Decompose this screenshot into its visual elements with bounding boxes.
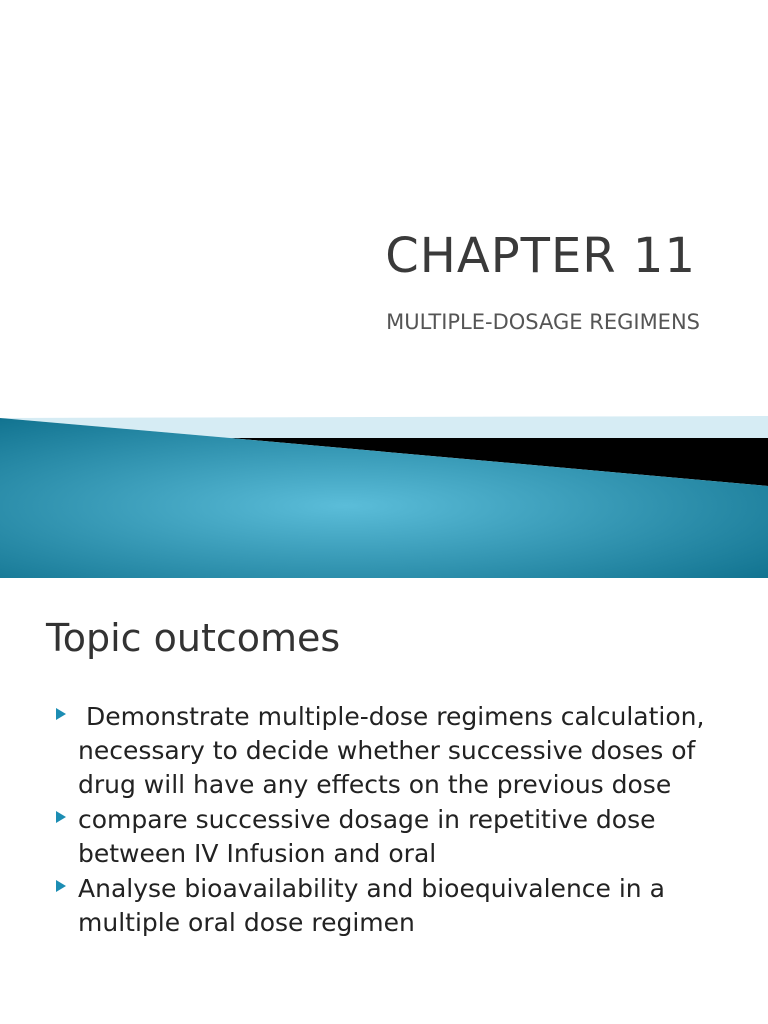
- list-item: [50, 803, 740, 871]
- bullet-text: Analyse bioavailability and bioequivalence in a multiple oral dose regimen: [78, 874, 665, 937]
- triangle-right-icon: [56, 811, 66, 823]
- outcomes-list: [50, 700, 740, 941]
- slide-title: CHAPTER 11: [385, 228, 696, 284]
- decorative-band: [0, 410, 768, 578]
- triangle-right-icon: [56, 708, 66, 720]
- list-item: [50, 700, 740, 802]
- bullet-text: Demonstrate multiple-dose regimens calculation, necessary to decide whether successive doses of drug will have any effects on the previous dose: [78, 702, 713, 799]
- list-item: [50, 872, 740, 940]
- slide-subtitle: MULTIPLE-DOSAGE REGIMENS: [386, 310, 700, 334]
- bullet-text: compare successive dosage in repetitive dose between IV Infusion and oral: [78, 805, 656, 868]
- outcomes-slide: [0, 578, 768, 1024]
- outcomes-heading: Topic outcomes: [46, 616, 341, 660]
- triangle-right-icon: [56, 880, 66, 892]
